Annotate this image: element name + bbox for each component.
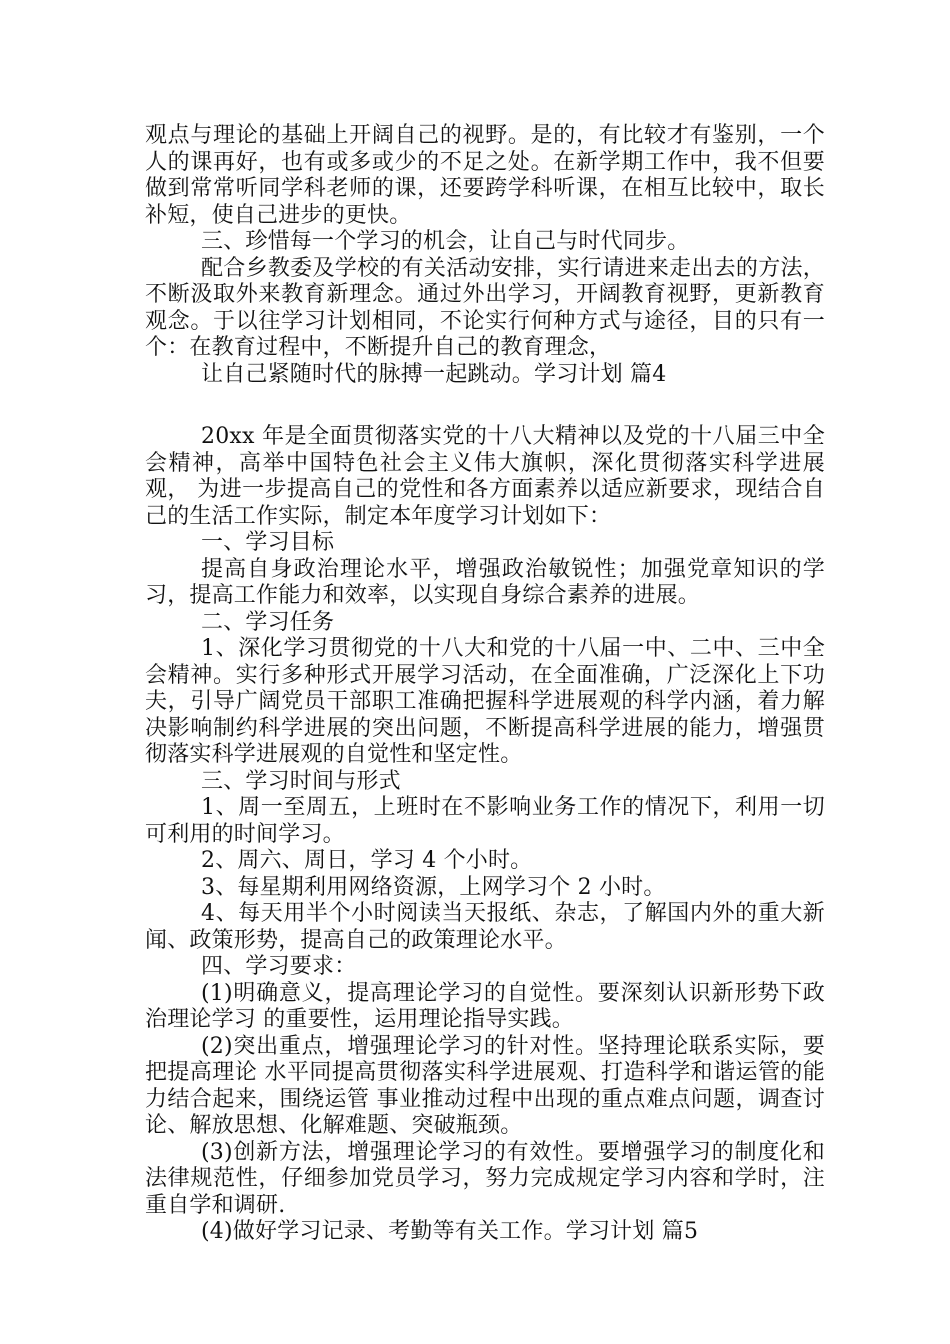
- document-body-top: [145, 123, 825, 388]
- list-item-plan-title-5: (4)做好学习记录、考勤等有关工作。学习计划 篇5: [201, 1219, 699, 1244]
- list-item: 1、深化学习贯彻党的十八大和党的十八届一中、二中、三中全会精神。实行多种形式开展学习活动，在全面准确，广泛深化上下功夫，引导广阔党员干部职工准确把握科学进展观的科学内涵，着力解决影响制约科学进展的突出问题，不断提高科学进展的能力，增强贯彻落实科学进展观的自觉性和坚定性。: [145, 636, 825, 767]
- section-heading-requirements: 四、学习要求：: [201, 954, 357, 979]
- list-item: 1、周一至周五，上班时在不影响业务工作的情况下，利用一切可利用的时间学习。: [145, 795, 825, 847]
- intro-paragraph: 20xx 年是全面贯彻落实党的十八大精神以及党的十八届三中全会精神，高举中国特色社会主义伟大旗帜，深化贯彻落实科学进展观， 为进一步提高自己的党性和各方面素养以适应新要求，现结合自己的生活工作实际，制定本年度学习计划如下：: [145, 424, 825, 529]
- paragraph: 提高自身政治理论水平，增强政治敏锐性；加强党章知识的学习，提高工作能力和效率，以实现自身综合素养的进展。: [145, 556, 825, 608]
- list-item: (2)突出重点，增强理论学习的针对性。坚持理论联系实际，要把提高理论 水平同提高贯彻落实科学进展观、打造科学和谐运管的能力结合起来，围绕运管 事业推动过程中出现的重点难点问题，调查讨论、解放思想、化解难题、突破瓶颈。: [145, 1033, 825, 1138]
- list-item: 2、周六、周日，学习 4 个小时。: [201, 848, 533, 873]
- section-heading-task: 二、学习任务: [201, 609, 335, 635]
- paragraph-continuation: 观点与理论的基础上开阔自己的视野。是的，有比较才有鉴别，一个人的课再好，也有或多或少的不足之处。在新学期工作中，我不但要做到常常听同学科老师的课，还要跨学科听课，在相互比较中，取长补短，使自己进步的更快。: [145, 123, 825, 228]
- section-heading-3: 三、珍惜每一个学习的机会，让自己与时代同步。: [201, 229, 690, 254]
- plan-title-4: 让自己紧随时代的脉搏一起跳动。学习计划 篇4: [201, 361, 667, 387]
- paragraph: 配合乡教委及学校的有关活动安排，实行请进来走出去的方法，不断汲取外来教育新理念。通过外出学习，开阔教育视野，更新教育观念。于以往学习计划相同，不论实行何种方式与途径，目的只有一个：在教育过程中，不断提升自己的教育理念，: [145, 255, 825, 360]
- document-body-main: [145, 424, 825, 1246]
- list-item: (3)创新方法，增强理论学习的有效性。要增强学习的制度化和法律规范性，仔细参加党员学习，努力完成规定学习内容和学时，注重自学和调研.: [145, 1139, 825, 1218]
- list-item: (1)明确意义，提高理论学习的自觉性。要深刻认识新形势下政治理论学习 的重要性，运用理论指导实践。: [145, 980, 825, 1032]
- list-item: 4、每天用半个小时阅读当天报纸、杂志，了解国内外的重大新闻、政策形势，提高自己的政策理论水平。: [145, 901, 825, 953]
- section-heading-goal: 一、学习目标: [201, 530, 335, 555]
- list-item: 3、每星期利用网络资源，上网学习个 2 小时。: [201, 874, 666, 900]
- section-heading-time: 三、学习时间与形式: [201, 768, 401, 794]
